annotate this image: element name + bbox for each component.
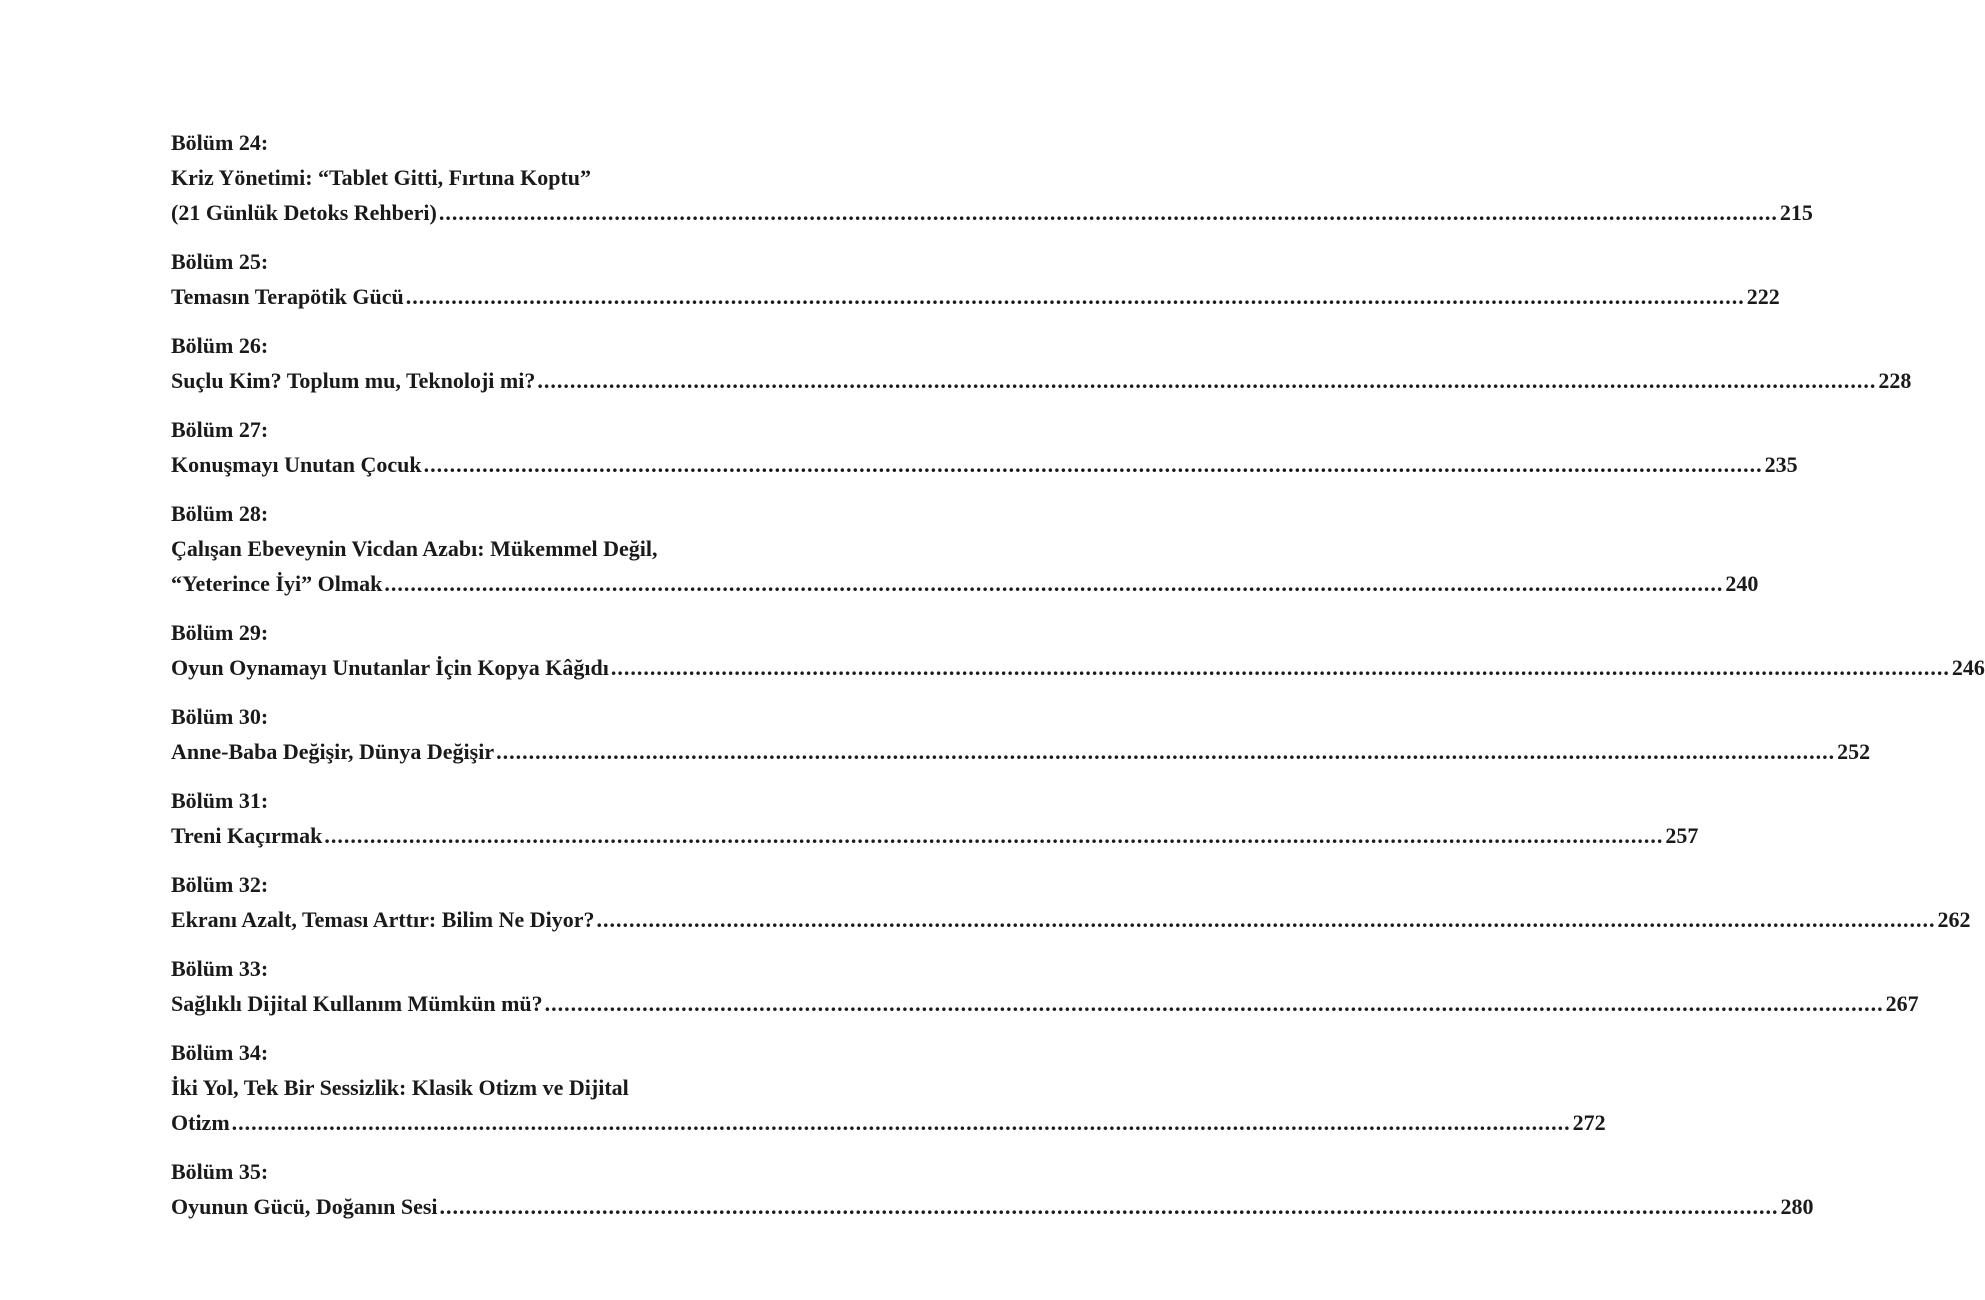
chapter-title-row (171, 986, 1919, 1021)
chapter-number: Bölüm 30: (171, 704, 269, 729)
chapter-title-row (171, 447, 1798, 482)
chapter-title-line: Oyun Oynamayı Unutanlar İçin Kopya Kâğıdı (171, 655, 609, 680)
chapter-title-row (171, 650, 1985, 685)
dot-leader: .............................................................................................................................................................................................................. (439, 1194, 1779, 1219)
dot-leader: .............................................................................................................................................................................................................. (384, 571, 1724, 596)
chapter-title-line: Anne-Baba Değişir, Dünya Değişir (171, 739, 495, 764)
chapter-title-line: Suçlu Kim? Toplum mu, Teknoloji mi? (171, 368, 536, 393)
page-number: 215 (1779, 200, 1813, 225)
page-number: 272 (1572, 1110, 1606, 1135)
chapter-number: Bölüm 32: (171, 872, 269, 897)
chapter-title-line: Treni Kaçırmak (171, 823, 323, 848)
toc-entry (171, 615, 1985, 685)
page-number: 246 (1951, 655, 1985, 680)
chapter-number: Bölüm 31: (171, 788, 269, 813)
chapter-number: Bölüm 35: (171, 1159, 269, 1184)
toc-entry (171, 125, 1813, 230)
chapter-number: Bölüm 34: (171, 1040, 269, 1065)
page-number: 240 (1725, 571, 1759, 596)
chapter-title-line: Konuşmayı Unutan Çocuk (171, 452, 422, 477)
chapter-number: Bölüm 24: (171, 130, 269, 155)
chapter-number: Bölüm 26: (171, 333, 269, 358)
dot-leader: .............................................................................................................................................................................................................. (544, 991, 1884, 1016)
toc-entry (171, 1035, 1606, 1140)
chapter-title-row (171, 818, 1699, 853)
chapter-title-line: Otizm (171, 1110, 230, 1135)
chapter-title-row (171, 279, 1780, 314)
page-number: 235 (1764, 452, 1798, 477)
chapter-title-line: “Yeterince İyi” Olmak (171, 571, 383, 596)
chapter-title-row (171, 566, 1759, 601)
chapter-title-line: Çalışan Ebeveynin Vicdan Azabı: Mükemmel Değil, (171, 536, 658, 561)
chapter-title-line: Sağlıklı Dijital Kullanım Mümkün mü? (171, 991, 543, 1016)
chapter-title-line: Kriz Yönetimi: “Tablet Gitti, Fırtına Koptu” (171, 165, 592, 190)
chapter-title-line: Oyunun Gücü, Doğanın Sesi (171, 1194, 438, 1219)
chapter-number: Bölüm 28: (171, 501, 269, 526)
toc-entry (171, 1154, 1814, 1224)
chapter-title-row (171, 195, 1813, 230)
page-number: 222 (1746, 284, 1780, 309)
dot-leader: .............................................................................................................................................................................................................. (231, 1110, 1571, 1135)
chapter-title-row (171, 734, 1871, 769)
toc-entry (171, 783, 1699, 853)
chapter-title-row (171, 363, 1912, 398)
table-of-contents (171, 125, 1985, 1238)
chapter-title-line: (21 Günlük Detoks Rehberi) (171, 200, 437, 225)
toc-entry (171, 244, 1780, 314)
page-number: 280 (1780, 1194, 1814, 1219)
chapter-number: Bölüm 25: (171, 249, 269, 274)
chapter-title-line: İki Yol, Tek Bir Sessizlik: Klasik Otizm ve Dijital (171, 1075, 629, 1100)
toc-entry (171, 951, 1919, 1021)
chapter-number: Bölüm 27: (171, 417, 269, 442)
chapter-number: Bölüm 33: (171, 956, 269, 981)
toc-entry (171, 867, 1971, 937)
page-number: 252 (1837, 739, 1871, 764)
dot-leader: .............................................................................................................................................................................................................. (405, 284, 1745, 309)
dot-leader: .............................................................................................................................................................................................................. (537, 368, 1877, 393)
toc-entry (171, 412, 1798, 482)
dot-leader: .............................................................................................................................................................................................................. (438, 200, 1778, 225)
chapter-title-line: Temasın Terapötik Gücü (171, 284, 404, 309)
page-number: 267 (1885, 991, 1919, 1016)
chapter-title-row (171, 1105, 1606, 1140)
toc-entry (171, 496, 1759, 601)
page-number: 262 (1937, 907, 1971, 932)
page-number: 257 (1665, 823, 1699, 848)
chapter-number: Bölüm 29: (171, 620, 269, 645)
page-number: 228 (1878, 368, 1912, 393)
dot-leader: .............................................................................................................................................................................................................. (423, 452, 1763, 477)
toc-entry (171, 699, 1871, 769)
chapter-title-row (171, 902, 1971, 937)
dot-leader: .............................................................................................................................................................................................................. (596, 907, 1936, 932)
toc-entry (171, 328, 1912, 398)
dot-leader: .............................................................................................................................................................................................................. (324, 823, 1664, 848)
dot-leader: .............................................................................................................................................................................................................. (496, 739, 1836, 764)
chapter-title-row (171, 1189, 1814, 1224)
chapter-title-line: Ekranı Azalt, Teması Arttır: Bilim Ne Diyor? (171, 907, 595, 932)
dot-leader: .............................................................................................................................................................................................................. (610, 655, 1950, 680)
